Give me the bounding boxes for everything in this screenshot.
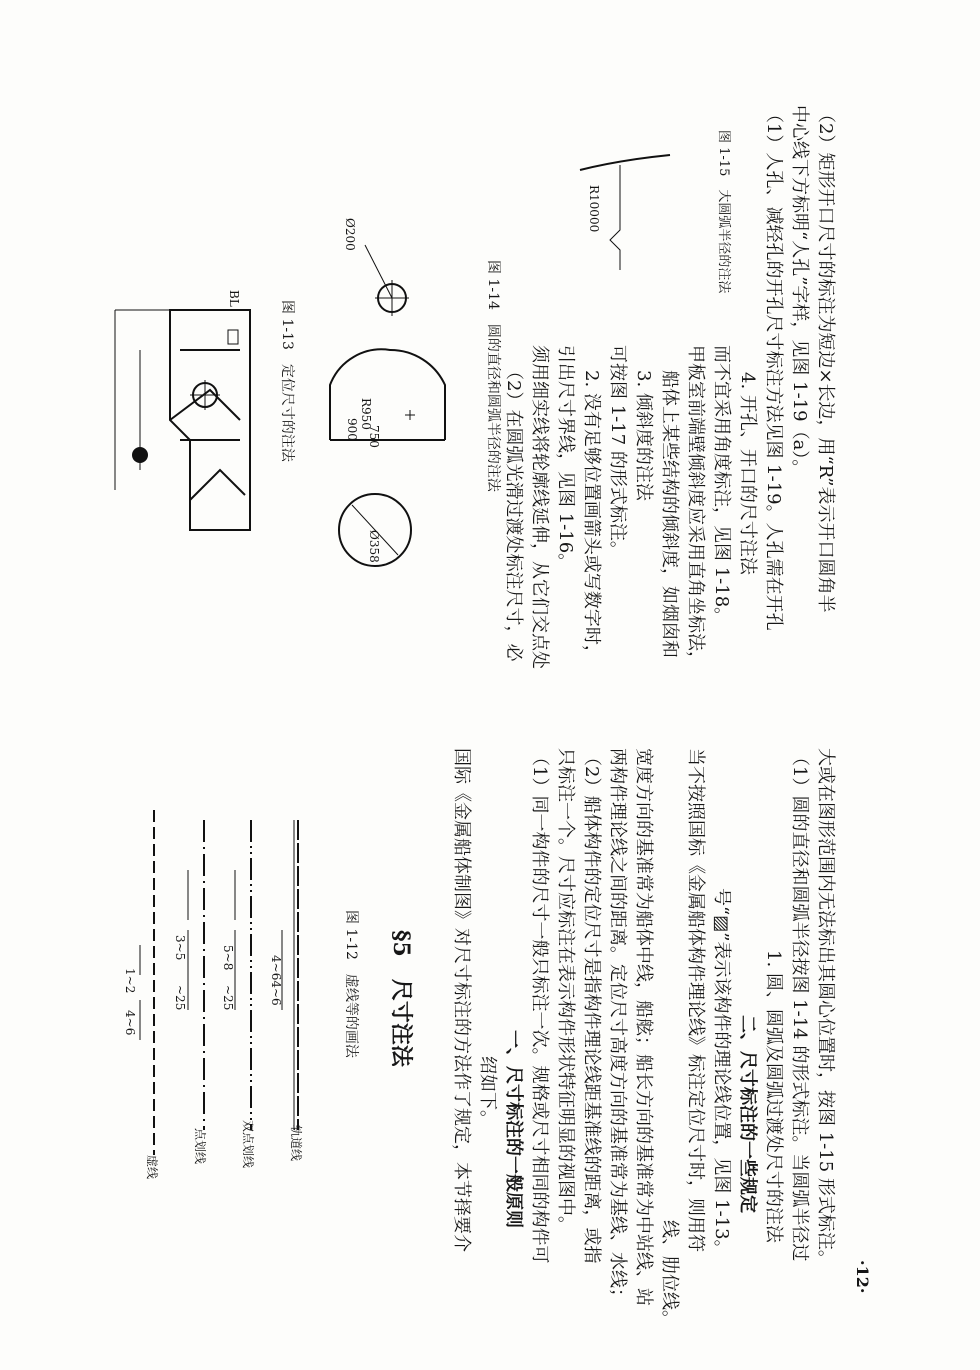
right-line-10: 4. 开孔、开口的尺寸注法	[737, 372, 758, 575]
fig12-dim-4-64-6: 4~64~6	[269, 955, 283, 1006]
right-line-6: 3. 倾斜度的注法	[633, 370, 654, 501]
fig12-label-dashed: 虚线	[145, 1155, 159, 1180]
figure-1-15	[560, 140, 680, 280]
left-line-3: 一、尺寸标注的一般原则	[503, 1030, 524, 1228]
left-line-9: 线、肋位线。	[659, 1220, 680, 1328]
figure-1-13	[110, 290, 270, 550]
fig12-dim-25a: ~25	[173, 985, 187, 1011]
right-line-1: （2）在圆弧光滑过渡处标注尺寸，必	[503, 362, 524, 662]
fig12-dim-3-5: 3~5	[173, 935, 187, 961]
left-line-15: 大或在图形范围内无法标出其圆心位置时，按图 1-15 形式标注。	[815, 748, 836, 1268]
right-line-5: 可按图 1-17 的形式标注。	[607, 345, 628, 559]
left-line-4: （1）同一构件的尺寸一般只标注一次。规格或尺寸相同的构件可	[529, 748, 550, 1264]
fig14-dim-750: 750	[367, 425, 381, 448]
fig12-label-dot-dash: 点划线	[193, 1128, 207, 1165]
fig12-dim-1-2: 1~2	[123, 968, 137, 994]
fig12-label-track: 轨道线	[289, 1125, 303, 1162]
figure-1-14	[320, 240, 480, 590]
right-line-9: 而不宜采用角度标注，见图 1-18。	[711, 345, 732, 626]
right-line-3: 引出尺寸界线，见图 1-16。	[555, 345, 576, 572]
left-line-1: 国际《金属船体制图》对尺寸标注的方法作了规定，本节择要介	[451, 748, 472, 1252]
right-line-2: 须用细实线将轮廓线延伸，从它们交点处	[529, 345, 550, 669]
fig14-dim-d358: Ø358	[367, 530, 381, 563]
right-line-7: 船体上某些结构的倾斜度，如烟囱和	[659, 370, 680, 658]
fig12-label-double-dot-dash: 双点划线	[241, 1120, 255, 1169]
left-line-12: 二、尺寸标注的一些规定	[737, 1015, 758, 1213]
fig15-caption: 图 1-15 大圆弧半径的注法	[716, 130, 731, 294]
fig12-dim-5-8: 5~8	[221, 945, 235, 971]
right-line-4: 2. 没有足够位置画箭头或写数字时，	[581, 370, 602, 663]
fig12-dim-4-6: 4~6	[123, 1010, 137, 1036]
fig14-caption: 图 1-14 圆的直径和圆弧半径的注法	[485, 260, 501, 492]
left-line-10: 当不按照国标《金属船体构件理论线》标注定位尺寸时，则用符	[685, 748, 706, 1252]
left-line-2: 绍如下。	[477, 1056, 498, 1128]
fig14-dim-r950: R950	[359, 398, 373, 430]
fig14-dim-d200: Ø200	[343, 218, 357, 251]
left-line-6: （2）船体构件的定位尺寸是指构件理论线距基准线的距离，或指	[581, 748, 602, 1264]
fig12-caption: 图 1-12 虚线等的画法	[343, 910, 359, 1058]
fig13-bl-label: BL	[227, 290, 241, 307]
left-line-11: 号“▨”表示该构件的理论线位置，见图 1-13。	[711, 888, 732, 1258]
right-line-8: 甲板室前端壁倾斜度应采用直角坐标法，	[685, 345, 706, 669]
fig15-dim-r10000: R10000	[587, 185, 601, 233]
fig12-dim-25b: ~25	[221, 985, 235, 1011]
fig13-caption: 图 1-13 定位尺寸的注法	[279, 300, 295, 462]
left-line-8: 宽度方向的基准常为船体中线，船舷；船长方向的基准常为中站线、站	[633, 748, 654, 1306]
left-line-7: 两构件理论线之间的距离。定位尺寸高度方向的基准常为基线、水线；	[607, 748, 628, 1306]
fig14-dim-900: 900	[345, 418, 359, 441]
section-title: §5 尺寸注法	[388, 930, 414, 1067]
left-line-14: （1）圆的直径和圆弧半径按图 1-14 的形式标注。当圆弧半径过	[789, 748, 810, 1262]
left-line-5: 只标注一个。尺寸应标注在表示构件形状特征明显的视图中。	[555, 748, 576, 1234]
left-line-13: 1. 圆、圆弧及圆弧过渡处尺寸的注法	[763, 950, 784, 1243]
page-number: ·12·	[853, 1260, 872, 1294]
right-line-11: （1）人孔、减轻孔的开孔尺寸标注方法见图 1-19。人孔需在开孔	[763, 105, 784, 631]
right-line-12: 中心线下方标明“人孔”字样，见图 1-19（a）。	[789, 105, 810, 478]
right-line-13: （2）矩形开口尺寸的标注为短边×长边，用“R”表示开口圆角半	[815, 105, 836, 613]
